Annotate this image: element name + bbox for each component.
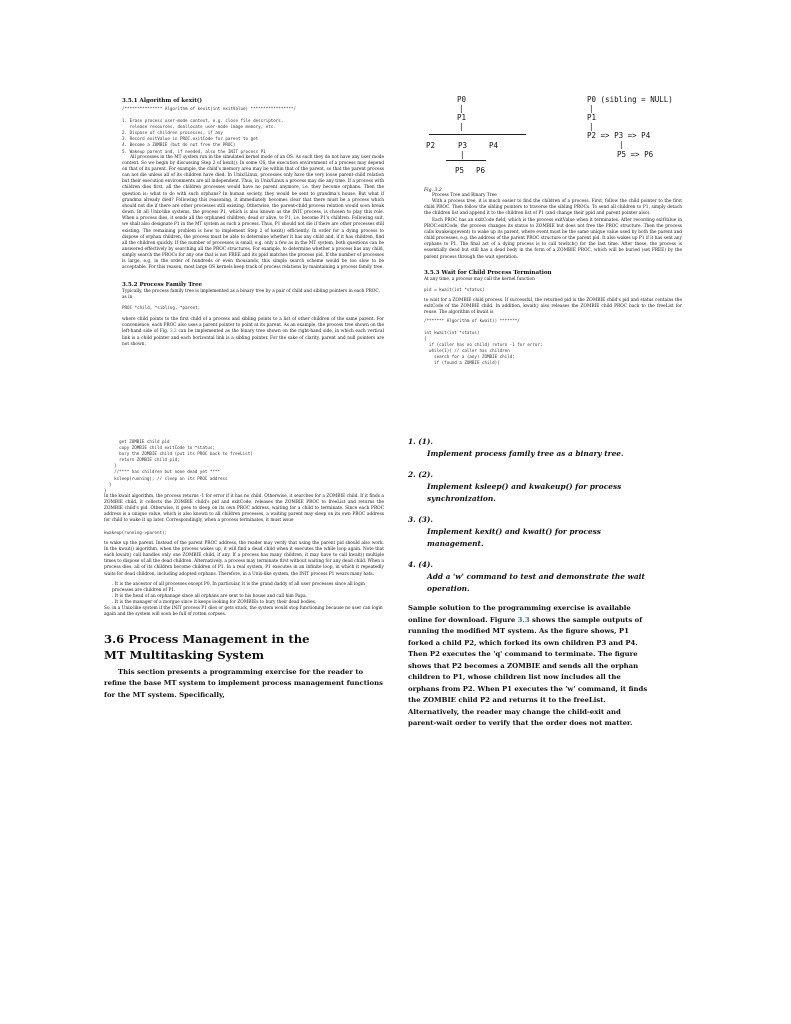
figure-label: Fig. 3.2: [424, 188, 442, 193]
process-tree-paragraph: With a process tree, it is much easier to find the children of a process. First, follow the child pointer to the first child PROC. Then follow the sibling pointers to traverse the sibling PROCs. To send all children to P1, simply detach the children list and append it to the children list of P1 (and change their ppid and parent pointer also).: [424, 199, 682, 217]
exercise-number: 4. (4).: [408, 560, 433, 569]
kwait-code-continued: [104, 439, 384, 494]
list-item: . It is the head of an orphanage since all orphans are sent to his house and call him Papa.: [112, 593, 308, 599]
bt-node-p1: P1: [587, 113, 597, 122]
tree-node-p5: P5: [455, 166, 465, 175]
code-line: 4. Become a ZOMBIE (but do not free the PROC): [122, 142, 236, 148]
code-line: release resources, deallocate user-mode image memory, etc.: [122, 124, 276, 130]
binary-tree-text-a: where child points to the first child of a process and sibling points to a list of other children of the same parent. For convenience, each PROC also uses a parent pointer to point at its parent. As an example, the process tree shown on the left-hand side of Fig.: [122, 317, 384, 335]
code-line: 5. Wakeup parent and, if needed, also the INIT process P1: [122, 148, 266, 154]
tree-node-p4: P4: [489, 141, 499, 150]
section-3-6-intro: This section presents a programming exercise for the reader to refine the base MT system to implement process management functions for the MT system. Specifically,: [104, 667, 384, 699]
proc-pointer-code: PROC *child, *sibling, *parent;: [122, 304, 201, 310]
section-heading-3-6: 3.6 Process Management in the MT Multitasking System: [104, 631, 310, 662]
exitcode-paragraph: Each PROC has an exitCode field, which is the process exitValue when it terminates. After recording exitValue in PROC.exitCode, the process changes its status to ZOMBIE but does not free the PROC structure. Then the process calls kwakeup(event) to wake up its parent, where event must be the same unique value used by both the parent and child processes, e.g. the address of the parent PROC structure or the parent pid. It also wakes up P1 if it has sent any orphans to P1. The final act of a dying process is to call tswitch() for the last time. After these, the process is essentially dead but still has a dead body in the form of a ZOMBIE PROC, which will be buried (set FREE) by the parent process through the wait operation.: [424, 217, 682, 260]
tree-edge: |: [459, 104, 464, 113]
tree-node-p0: P0: [457, 95, 467, 104]
fig-3-3-link[interactable]: 3.3: [517, 615, 530, 624]
code-line: 1. Erase process user-mode context, e.g. close file descriptors,: [122, 118, 284, 124]
kwait-paragraph: to wait for a ZOMBIE child process. If successful, the returned pid is the ZOMBIE child's pid and status contains the exitCode of the ZOMBIE child. In addition, kwait() also releases the ZOMBIE child PROC back to the freeList for reuse. The algorithm of kwait is: [424, 297, 682, 316]
tree-edge: |: [460, 150, 465, 159]
exercise-item-3: [408, 514, 648, 550]
exercise-item-1: [408, 436, 648, 460]
binary-tree-text-b: can be implemented as the binary tree shown on the right-hand side, in which each vertical link is a child pointer and each horizontal link is a sibling pointer. For the sake of clarity, parent and null pointers are not shown.: [122, 329, 384, 347]
exercise-number: 3. (3).: [408, 515, 433, 524]
code-line: }: [104, 463, 117, 469]
code-line: //**** has children but none dead yet ****: [104, 469, 220, 475]
wait-intro-paragraph: At any time, a process may call the kernel function: [424, 276, 535, 282]
figure-title: Process Tree and Binary Tree: [432, 193, 497, 198]
exercise-text: Implement ksleep() and kwakeup() for process synchronization.: [427, 482, 622, 503]
code-line: }: [104, 487, 107, 493]
exercise-item-2: [408, 469, 648, 505]
kexit-paragraph: All processes in the MT system run in the simulated kernel mode of an OS. As such they do not have any user mode context. So we begin by discussing Step 2 of kexit(). In some OS, the execution environment of a process may depend on that of its parent. For example, the child's memory area may be within that of the parent, so that the parent process can not die unless all of its children have died. In Unix/Linux, processes only have the very loose parent-child relation but their execution environments are all independent. Thus, in Unix/Linux a process may die any time. If a process with children dies first, all the children processes would have no parent anymore, i.e. they become orphans. Then the question is: what to do with such orphans? In human society, they would be sent to grandma's house. But what if grandma already died? Following this reasoning, it immediately becomes clear that there must be a process which should not die if there are other processes still existing. Otherwise, the parent-child process relation would soon break down. In all Unix-like systems, the process P1, which is also known as the INIT process, is chosen to play this role. When a process dies, it sends all the orphaned children, dead or alive, to P1, i.e. become P1's children. Following suit, we shall also designate P1 in the MT system as such a process. Thus, P1 should not die if there are other processes still existing. The remaining problem is how to implement Step 2 of kexit() efficiently. In order for a dying process to dispose of orphan children, the process must be able to determine whether it has any child and, if it has children, find all the children quickly. If the number of processes is small, e.g. only a few as in the MT system, both questions can be answered effectively by searching all the PROC structures. For example, to determine whether a process has any child, simply search the PROCs for any one that is not FREE and its ppid matches the process pid. If the number of processes is large, e.g. in the order of hundreds or even thousands, this simple search scheme would be too slow to be acceptable. For this reason, most large OS kernels keep track of process relations by maintaining a process family tree.: [122, 154, 384, 271]
kwait-code-title: /******* Algorithm of kwait() *******/: [424, 318, 520, 324]
bt-edge: |: [619, 140, 624, 149]
code-line: int kwait(int *status): [424, 329, 480, 335]
tree-node-p1: P1: [457, 113, 467, 122]
kwait-code-block: [424, 330, 682, 367]
list-item: . It is the manager of a morgue since it keeps looking for ZOMBIEs to bury their dead bodies.: [112, 600, 317, 606]
fig-3-2-link[interactable]: 3.2: [169, 329, 177, 335]
bt-edge: |: [589, 122, 594, 131]
exercise-text: Implement process family tree as a binary tree.: [427, 449, 624, 458]
tree-node-p2: P2: [426, 141, 436, 150]
bt-edge: |: [589, 104, 594, 113]
wakeup-parent-paragraph: to wake up the parent. Instead of the parent PROC address, the reader may verify that using the parent pid should also work. In the kwait() algorithm, when the process wakes up, it will find a dead child when it executes the while loop again. Note that each kwait() call handles only one ZOMBIE child, if any. If a process has many children, it may have to call kwait() multiple times to dispose of all the dead children. Alternatively, a process may terminate first without waiting for any dead child. When a process dies, all of its children become children of P1. In a real system, P1 executes in an infinite loop, in which it repeatedly waits for dead children, including adopted orphans. Therefore, in a Unix-like system, the INIT process P1 wears many hats.: [104, 540, 384, 577]
code-line: search for a (any) ZOMBIE child;: [424, 353, 515, 359]
exercise-item-4: [408, 559, 648, 595]
tree-branch-line: [446, 160, 486, 161]
bt-level-p2: P2 => P3 => P4: [587, 131, 651, 140]
list-item: . It is the ancestor of all processes except P0. In particular, it is the grand daddy of all user processes since all login processes are children of P1.: [112, 581, 365, 593]
section-kwait-continued: [104, 439, 384, 701]
kexit-code-title: /*************** Algorithm of kexit(int exitValue) *****************/: [122, 106, 296, 111]
code-line: 2. Dispose of children processes, if any: [122, 130, 223, 136]
heading-wait: 3.5.3 Wait for Child Process Termination: [424, 269, 552, 276]
code-line: if (found a ZOMBIE child){: [424, 360, 500, 365]
code-line: copy ZOMBIE child exitCode to *status;: [104, 445, 215, 451]
tree-node-p3: P3: [458, 141, 468, 150]
exercise-text: Add a 'w' command to test and demonstrate the wait operation.: [427, 572, 645, 593]
heading-kexit: 3.5.1 Algorithm of kexit(): [122, 98, 203, 104]
init-hats-list: [104, 582, 384, 607]
heading-family-tree: 3.5.2 Process Family Tree: [122, 281, 203, 288]
bt-node-p0: P0 (sibling = NULL): [587, 95, 673, 104]
section-kexit: [122, 97, 384, 348]
code-line: bury the ZOMBIE child (put its PROC back to freeList): [104, 451, 253, 457]
code-line: {: [424, 335, 427, 341]
code-line: if (caller has no child) return -1 for error;: [424, 341, 543, 347]
family-tree-paragraph: Typically, the process family tree is implemented as a binary tree by a pair of child and sibling pointers in each PROC, as in: [122, 288, 380, 300]
sample-text-b: shows the sample outputs of running the modified MT system. As the figure shows, P1 forked a child P2, which forked its own children P3 and P4. Then P2 executes the 'q' command to terminate. The figure shows that P2 becomes a ZOMBIE and sends all the orphan children to P1, whose children list now includes all the orphans from P2. When P1 executes the 'w' command, it finds the ZOMBIE child P2 and returns it to the freeList. Alternatively, the reader may change the child-exit and parent-wait order to verify that the order does not matter.: [408, 615, 648, 727]
kexit-code-block: [122, 118, 384, 155]
tree-node-p6: P6: [476, 166, 486, 175]
section-exercise-list: [408, 436, 648, 730]
code-line: return ZOMBIE child pid;: [104, 457, 180, 463]
process-tree-diagram: [424, 95, 534, 185]
sample-text-a: Sample solution to the programming exercise is available online for download. Figure: [408, 604, 631, 624]
kwakeup-code: kwakeup(running->parent);: [104, 529, 168, 535]
tree-branch-line: [429, 134, 526, 135]
kwait-call-code: pid = kwait(int *status): [424, 286, 485, 292]
code-line: while(1){ // caller has children: [424, 347, 510, 353]
code-line: ksleep(running); // sleep on its PROC address: [104, 475, 228, 481]
section-wait: [424, 188, 682, 366]
exercise-text: Implement kexit() and kwait() for process management.: [427, 527, 601, 548]
code-line: get ZOMBIE child pid: [104, 439, 170, 444]
kwait-explain-paragraph: In the kwait algorithm, the process returns -1 for error if it has no child. Otherwise, it searches for a ZOMBIE child. If it finds a ZOMBIE child, it collects the ZOMBIE child's pid and exitCode, releases the ZOMBIE PROC to freeList and returns the ZOMBIE child's pid. Otherwise, it goes to sleep on its own PROC address, waiting for a child to terminate. Since each PROC address is a unique value, which is also known to all children processes, a waiting parent may sleep on its own PROC address for child to wake it up later. Correspondingly, when a process terminates, it must issue: [104, 493, 384, 524]
tree-edge: |: [459, 122, 464, 131]
exercise-number: 2. (2).: [408, 470, 433, 479]
binary-tree-paragraph: [122, 317, 384, 348]
sample-solution-paragraph: [408, 603, 648, 730]
bt-level-p5: P5 => P6: [617, 150, 654, 159]
code-line: 3. Record exitValue in PROC.exitCode for parent to get: [122, 136, 259, 142]
code-line: }: [104, 481, 112, 487]
binary-tree-diagram: [587, 95, 697, 175]
exercise-number: 1. (1).: [408, 437, 433, 446]
init-stuck-paragraph: So, in a Unix-like system if the INIT process P1 dies or gets stuck, the system would stop functioning because no user can login again and the system will soon be full of rotten corpses.: [104, 606, 383, 618]
